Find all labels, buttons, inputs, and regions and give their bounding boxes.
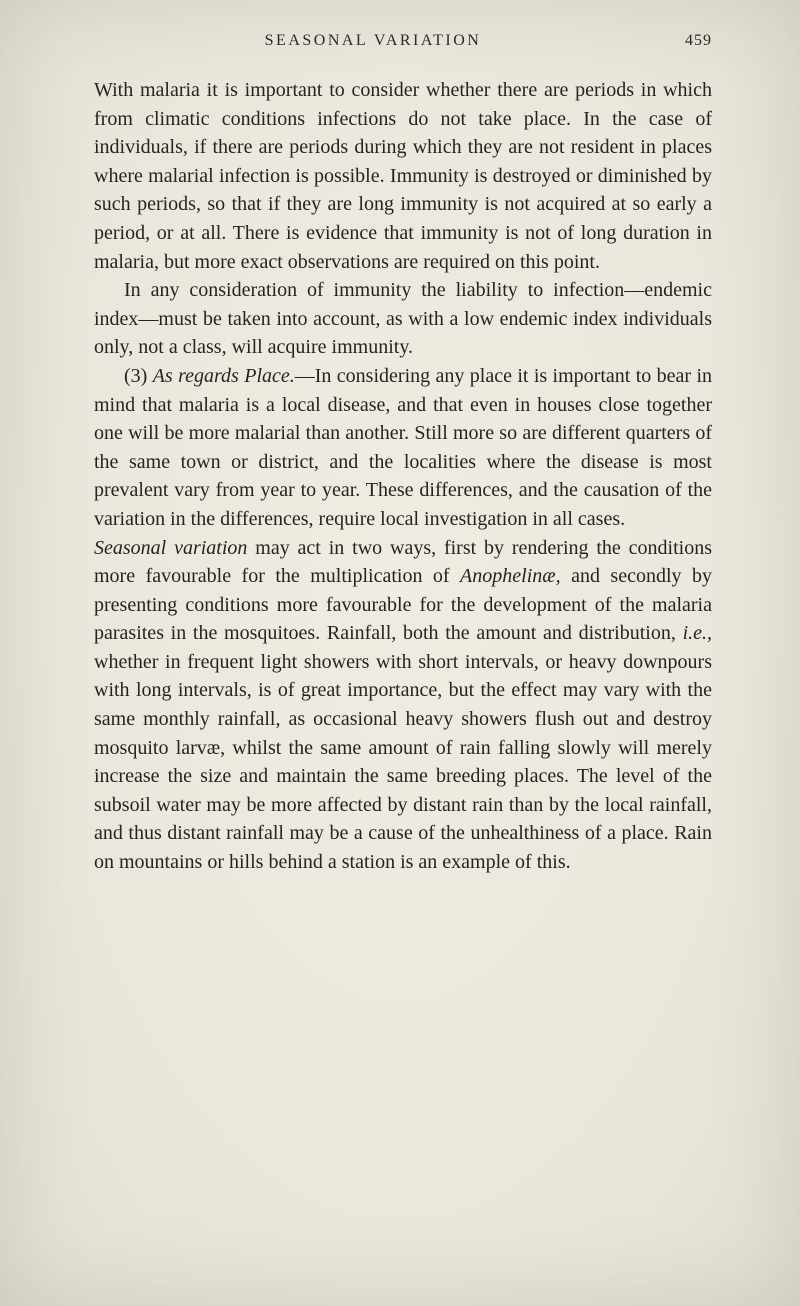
- text-run: In any consideration of immunity the liability to infection—endemic index—must be taken into account, as with a low endemic index individuals only, not a class, will acquire immunity.: [94, 279, 712, 359]
- text-run: —In considering any place it is important to bear in mind that malaria is a local disease, and that even in houses close together one will be more malarial than another. Still more so are different quarters of the same town or district, and the localities where the disease is most prevalent vary from year to year. These differences, and the causation of the variation in the differences, require local investigation in all cases.: [94, 364, 713, 530]
- paragraph: [94, 534, 712, 877]
- text-run: and secondly by presenting conditions more favourable for the development of the malaria parasites in the mosquitoes. Rainfall, both the amount and distribution,: [94, 565, 712, 645]
- paragraph: [94, 76, 712, 276]
- running-header-title: SEASONAL VARIATION: [264, 32, 482, 49]
- text-run: (3): [124, 364, 153, 387]
- text-run: may act in two ways, first by rendering the conditions more favourable for the multiplication of: [94, 536, 713, 588]
- page-body: [94, 76, 712, 877]
- italic-text-run: As regards Place.: [152, 364, 295, 387]
- paragraph: [94, 276, 712, 362]
- italic-text-run: Seasonal variation: [94, 536, 248, 559]
- text-run: With malaria it is important to consider whether there are periods in which from climatic conditions infections do not take place. In the case of individuals, if there are periods during which they are not resident in places where malarial infection is possible. Immunity is destroyed or diminished by such periods, so that if they are long immunity is not acquired at so early a period, or at all. There is evidence that immunity is not of long duration in malaria, but more exact observations are required on this point.: [94, 79, 712, 273]
- page-number: 459: [685, 32, 712, 49]
- italic-text-run: Anophelinæ,: [460, 565, 561, 588]
- text-run: whether in frequent light showers with short intervals, or heavy downpours with long intervals, is of great importance, but the effect may vary with the same monthly rainfall, as occasional heavy showers flush out and destroy mosquito larvæ, whilst the same amount of rain falling slowly will merely increase the size and maintain the same breeding places. The level of the subsoil water may be more affected by distant rain than by the local rainfall, and thus distant rainfall may be a cause of the unhealthiness of a place. Rain on mountains or hills behind a station is an example of this.: [94, 650, 712, 874]
- running-header: [94, 30, 712, 60]
- italic-text-run: i.e.,: [682, 622, 712, 645]
- paragraph: [94, 362, 712, 534]
